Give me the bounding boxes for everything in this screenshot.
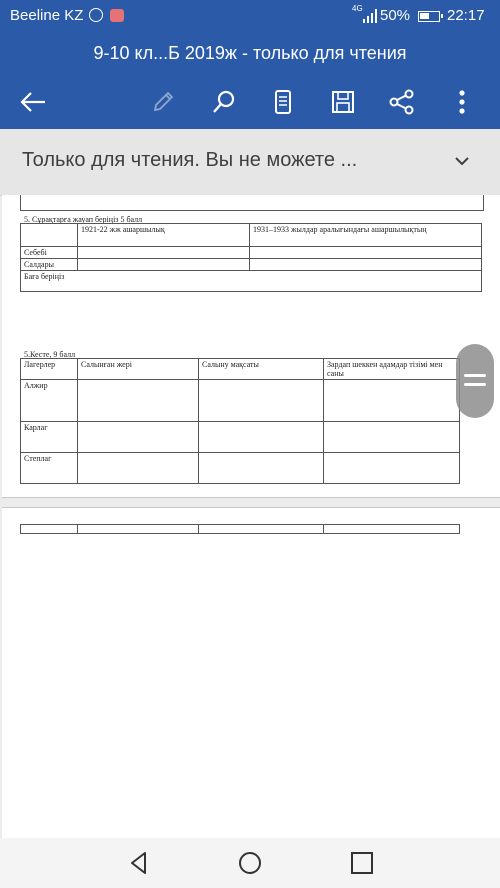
table-cell [78, 453, 199, 484]
table-cell [324, 380, 460, 422]
table-cell [78, 259, 250, 271]
battery-percent: 50% [380, 7, 411, 24]
camps-header-cell: Лагерлер [21, 359, 78, 380]
task5-caption: 5. Сұрақтарға жауап беріңіз 5 балл [24, 215, 143, 224]
camp-name: Карлаг [21, 422, 78, 453]
camps-table [20, 358, 460, 484]
signal-icon [362, 9, 378, 23]
battery-icon [418, 11, 440, 22]
reading-view-icon[interactable] [266, 85, 300, 119]
camps-header-cell: Зардап шеккен адамдар тізімі мен саны [324, 359, 460, 380]
grip-line [464, 383, 486, 386]
more-vert-icon[interactable] [445, 85, 479, 119]
table-cell [199, 380, 324, 422]
edit-pencil-icon[interactable] [146, 85, 180, 119]
readonly-banner[interactable] [0, 129, 500, 196]
table-cell [199, 422, 324, 453]
table-cell [199, 453, 324, 484]
table-cell [324, 422, 460, 453]
document-page [2, 507, 500, 838]
task5-row-label: Себебі [21, 247, 78, 259]
status-bar [0, 0, 500, 33]
task5-col1-header: 1921-22 жж ашаршылық [78, 224, 250, 247]
scroll-handle[interactable] [456, 344, 494, 418]
camps-header-cell: Салынған жері [78, 359, 199, 380]
table-cell [78, 525, 199, 534]
table-cell [21, 224, 78, 247]
table-cell [250, 259, 482, 271]
document-page [2, 195, 500, 498]
camp-name: Алжир [21, 380, 78, 422]
camp-name: Степлаг [21, 453, 78, 484]
search-icon[interactable] [207, 85, 241, 119]
carrier-name: Beeline KZ [10, 7, 84, 24]
table-row [21, 259, 482, 271]
table-cell [324, 453, 460, 484]
table-row [21, 422, 460, 453]
table-cell [324, 525, 460, 534]
table-cell [78, 380, 199, 422]
back-arrow-icon[interactable] [16, 85, 50, 119]
share-icon[interactable] [385, 85, 419, 119]
whatsapp-icon [89, 8, 103, 22]
notification-icon [110, 9, 124, 22]
task5-row-label: Салдары [21, 259, 78, 271]
document-title: 9-10 кл...Б 2019ж - только для чтения [93, 43, 407, 63]
camps-header-cell: Салыну мақсаты [199, 359, 324, 380]
home-circle-icon[interactable] [237, 850, 263, 876]
table-cell [199, 525, 324, 534]
recents-square-icon[interactable] [349, 850, 375, 876]
table-cell [78, 247, 250, 259]
clock: 22:17 [447, 7, 485, 24]
table-row [21, 247, 482, 259]
back-triangle-icon[interactable] [126, 850, 152, 876]
system-nav-bar [0, 838, 500, 888]
previous-table-remnant [20, 195, 484, 211]
table-row [21, 525, 460, 534]
task5-footer: Баға беріңіз [21, 271, 482, 292]
app-bar [0, 33, 500, 129]
table5-caption: 5.Кесте, 9 балл [24, 350, 76, 359]
table-cell [78, 422, 199, 453]
chevron-down-icon[interactable] [452, 151, 472, 171]
network-type: 4G [352, 4, 363, 13]
readonly-message: Только для чтения. Вы не можете ... [22, 149, 358, 171]
table-cell [21, 525, 78, 534]
grip-line [464, 374, 486, 377]
table-row [21, 453, 460, 484]
table-cell [250, 247, 482, 259]
task5-col2-header: 1931–1933 жылдар аралығындағы ашаршылықтың [250, 224, 482, 247]
task5-table [20, 223, 482, 292]
camps-table-continued [20, 524, 460, 534]
save-icon[interactable] [326, 85, 360, 119]
table-row [21, 380, 460, 422]
